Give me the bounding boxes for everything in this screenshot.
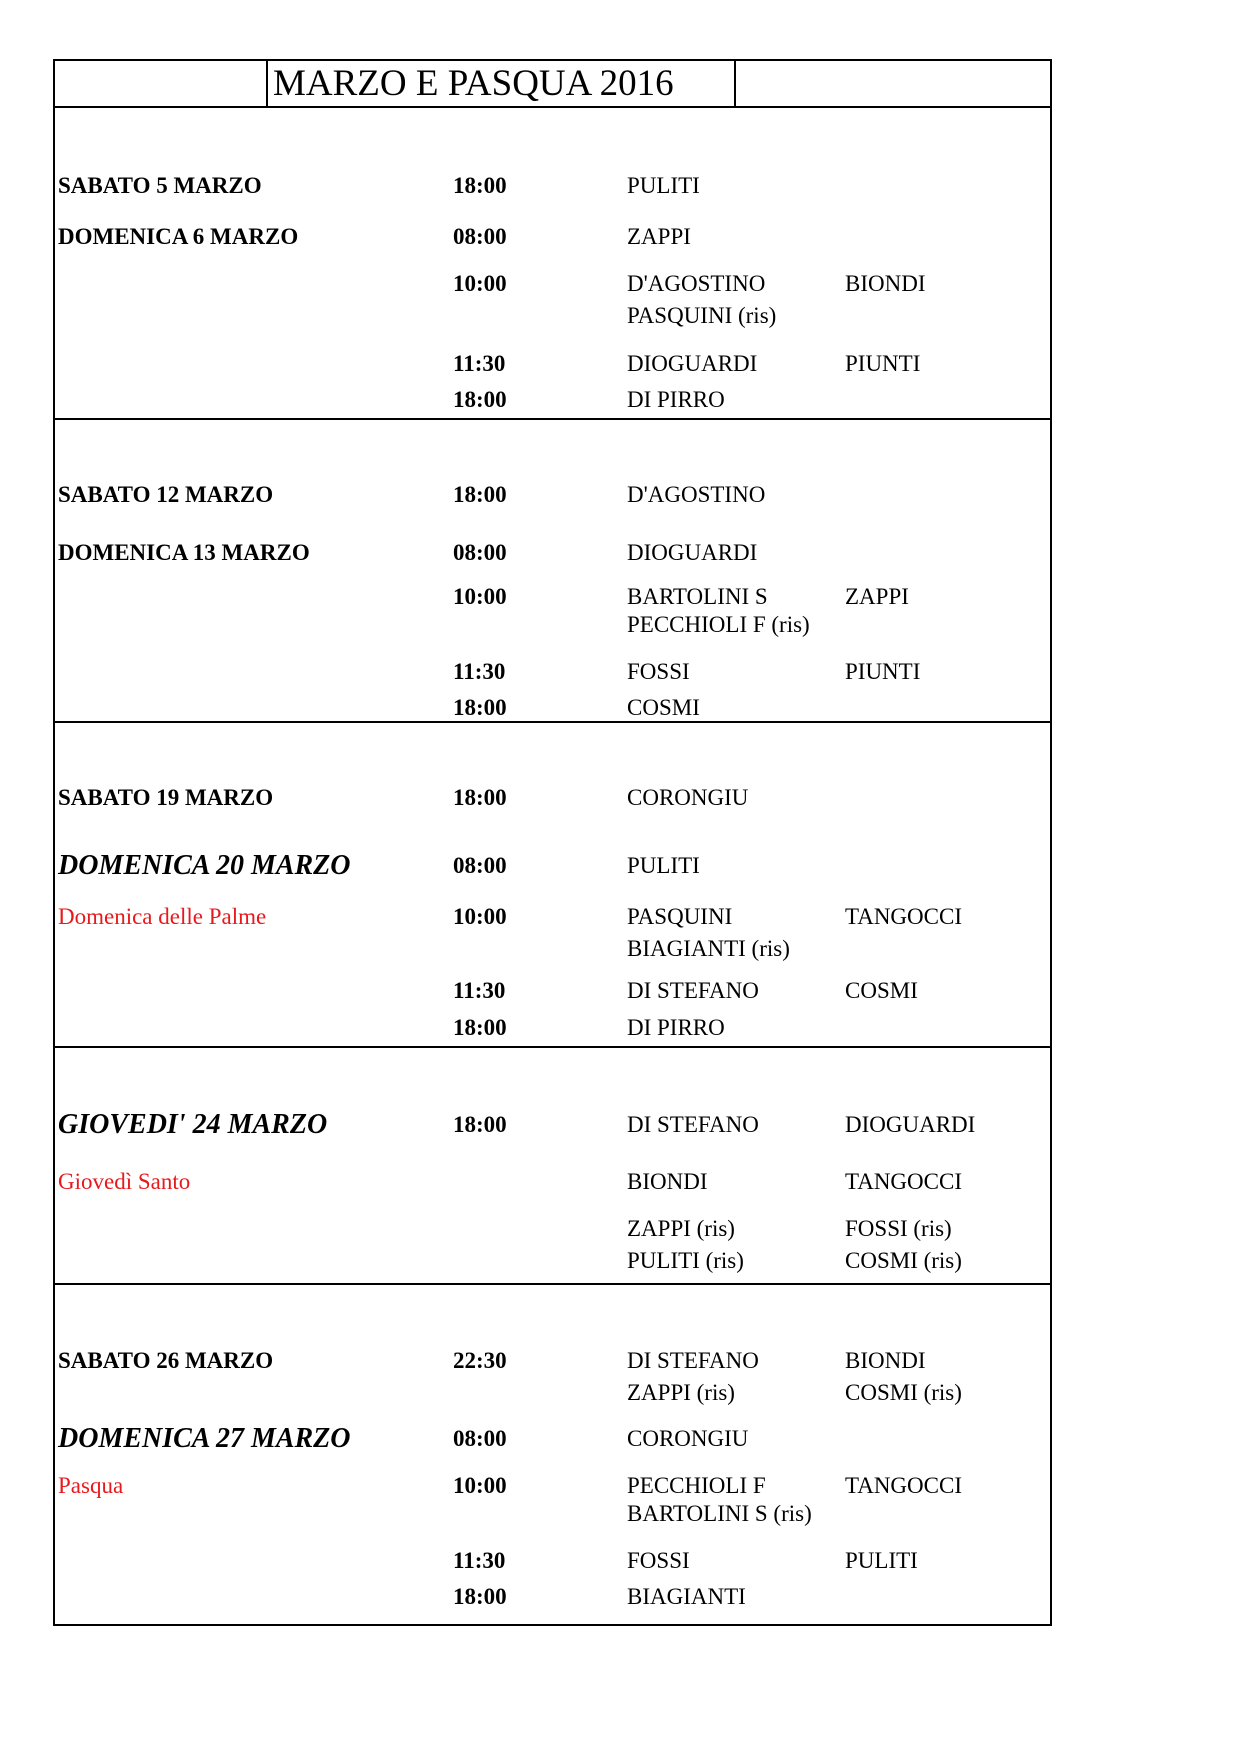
mass-time: 11:30 <box>453 351 506 376</box>
weekend-section <box>55 723 1050 1048</box>
assigned-name-second: PIUNTI <box>845 351 921 376</box>
mass-time: 18:00 <box>453 695 507 720</box>
assigned-name: DIOGUARDI <box>627 351 758 376</box>
assigned-name: ZAPPI <box>627 224 691 249</box>
assigned-name-second: DIOGUARDI <box>845 1112 976 1137</box>
title-row <box>55 61 1050 108</box>
assigned-name: PECCHIOLI F <box>627 1473 766 1498</box>
mass-time: 18:00 <box>453 173 507 198</box>
assigned-name-second: COSMI (ris) <box>845 1380 962 1405</box>
assigned-name-second: ZAPPI <box>845 584 909 609</box>
liturgical-note: Giovedì Santo <box>58 1169 191 1194</box>
mass-time: 10:00 <box>453 584 507 609</box>
assigned-name: FOSSI <box>627 659 690 684</box>
mass-time: 11:30 <box>453 978 506 1003</box>
mass-time: 22:30 <box>453 1348 507 1373</box>
mass-time: 18:00 <box>453 387 507 412</box>
mass-time: 18:00 <box>453 1584 507 1609</box>
mass-time: 18:00 <box>453 785 507 810</box>
page-title: MARZO E PASQUA 2016 <box>266 61 736 106</box>
assigned-name-second: TANGOCCI <box>845 1169 962 1194</box>
day-label: SABATO 26 MARZO <box>58 1348 274 1373</box>
assigned-name: ZAPPI (ris) <box>627 1216 735 1241</box>
assigned-name: BARTOLINI S <box>627 584 768 609</box>
assigned-name-second: COSMI <box>845 978 918 1003</box>
assigned-name: COSMI <box>627 695 700 720</box>
assigned-name: PULITI <box>627 853 700 878</box>
assigned-name: DI PIRRO <box>627 1015 725 1040</box>
assigned-name: CORONGIU <box>627 785 749 810</box>
schedule-table <box>53 59 1052 1626</box>
mass-time: 10:00 <box>453 271 507 296</box>
assigned-name: D'AGOSTINO <box>627 271 766 296</box>
mass-time: 08:00 <box>453 540 507 565</box>
assigned-name-second: BIONDI <box>845 271 926 296</box>
day-label: SABATO 5 MARZO <box>58 173 262 198</box>
assigned-name: FOSSI <box>627 1548 690 1573</box>
mass-time: 08:00 <box>453 853 507 878</box>
assigned-name: CORONGIU <box>627 1426 749 1451</box>
weekend-section <box>55 1285 1050 1626</box>
mass-time: 11:30 <box>453 659 506 684</box>
mass-time: 18:00 <box>453 1015 507 1040</box>
mass-time: 10:00 <box>453 904 507 929</box>
assigned-name-second: PULITI <box>845 1548 918 1573</box>
assigned-name-second: TANGOCCI <box>845 1473 962 1498</box>
assigned-name: DI STEFANO <box>627 1112 759 1137</box>
liturgical-note: Pasqua <box>58 1473 124 1498</box>
assigned-name: DIOGUARDI <box>627 540 758 565</box>
weekend-section <box>55 1048 1050 1285</box>
assigned-name-second: COSMI (ris) <box>845 1248 962 1273</box>
assigned-name: PASQUINI (ris) <box>627 303 777 328</box>
assigned-name: BARTOLINI S (ris) <box>627 1501 812 1526</box>
assigned-name: BIAGIANTI <box>627 1584 746 1609</box>
assigned-name: PULITI (ris) <box>627 1248 744 1273</box>
assigned-name: DI STEFANO <box>627 1348 759 1373</box>
day-label: DOMENICA 6 MARZO <box>58 224 299 249</box>
mass-time: 18:00 <box>453 482 507 507</box>
mass-time: 18:00 <box>453 1112 507 1137</box>
day-label: DOMENICA 20 MARZO <box>58 850 351 881</box>
assigned-name: DI STEFANO <box>627 978 759 1003</box>
day-label: DOMENICA 13 MARZO <box>58 540 310 565</box>
assigned-name: DI PIRRO <box>627 387 725 412</box>
liturgical-note: Domenica delle Palme <box>58 904 267 929</box>
assigned-name: BIONDI <box>627 1169 708 1194</box>
assigned-name: PASQUINI <box>627 904 733 929</box>
assigned-name-second: FOSSI (ris) <box>845 1216 952 1241</box>
day-label: SABATO 19 MARZO <box>58 785 274 810</box>
assigned-name-second: PIUNTI <box>845 659 921 684</box>
weekend-section <box>55 420 1050 723</box>
day-label: GIOVEDI' 24 MARZO <box>58 1109 328 1140</box>
assigned-name-second: TANGOCCI <box>845 904 962 929</box>
mass-time: 08:00 <box>453 1426 507 1451</box>
mass-time: 11:30 <box>453 1548 506 1573</box>
assigned-name: D'AGOSTINO <box>627 482 766 507</box>
mass-time: 08:00 <box>453 224 507 249</box>
assigned-name: PULITI <box>627 173 700 198</box>
day-label: SABATO 12 MARZO <box>58 482 274 507</box>
mass-time: 10:00 <box>453 1473 507 1498</box>
day-label: DOMENICA 27 MARZO <box>58 1423 351 1454</box>
assigned-name: PECCHIOLI F (ris) <box>627 612 810 637</box>
assigned-name: ZAPPI (ris) <box>627 1380 735 1405</box>
weekend-section <box>55 108 1050 420</box>
assigned-name-second: BIONDI <box>845 1348 926 1373</box>
assigned-name: BIAGIANTI (ris) <box>627 936 790 961</box>
